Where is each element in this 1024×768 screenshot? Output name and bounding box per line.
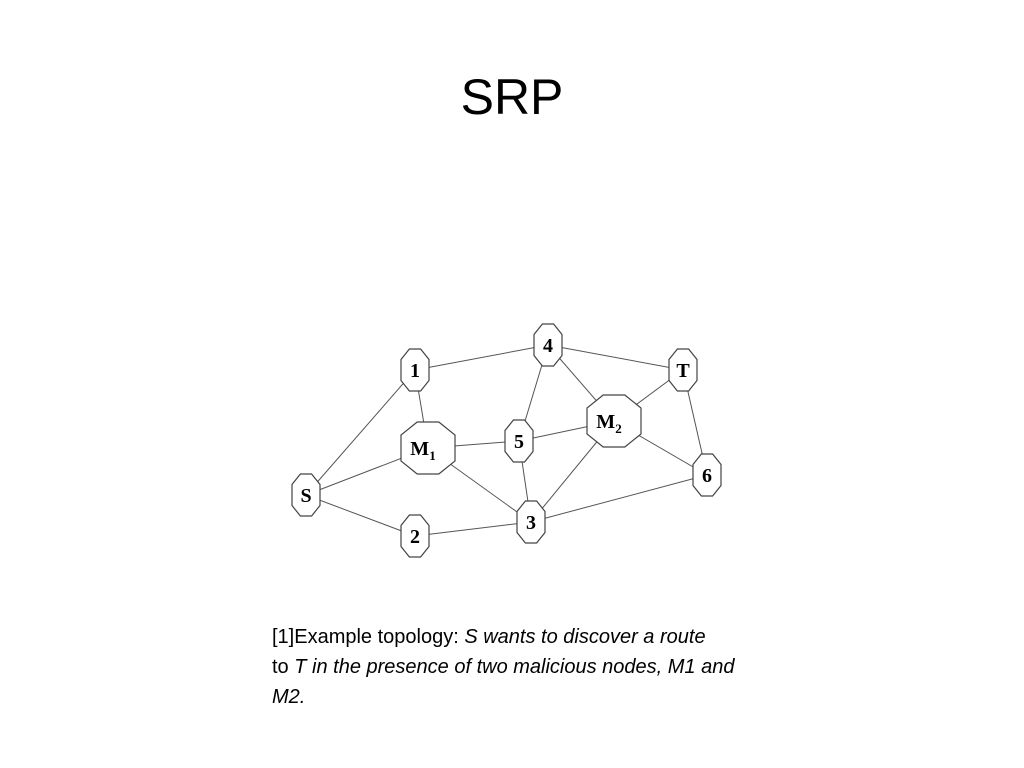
node-m1-label: $M_1$	[410, 438, 436, 463]
edge-2-3	[415, 522, 531, 536]
node-t-label: T	[676, 360, 690, 382]
node-s	[292, 474, 320, 516]
nodes-layer	[292, 324, 721, 557]
caption-italic-2: T in the presence of two malicious nodes, M1 and M2.	[272, 656, 735, 708]
node-4	[534, 324, 562, 366]
slide-title: SRP	[460, 69, 564, 125]
node-6-label: 6	[702, 465, 712, 487]
node-2	[401, 515, 429, 557]
node-1-label: 1	[410, 360, 420, 382]
caption-italic-1: S wants to discover a route	[464, 626, 706, 648]
node-2-label: 2	[410, 526, 420, 548]
node-1	[401, 349, 429, 391]
node-t	[669, 349, 697, 391]
edge-s-1	[306, 370, 415, 495]
node-3-label: 3	[526, 512, 536, 534]
node-m1-subscript: 1	[429, 448, 436, 463]
node-6	[693, 454, 721, 496]
edge-4-t	[548, 345, 683, 370]
node-s-label: S	[300, 485, 312, 507]
node-m2-subscript: 2	[615, 421, 622, 436]
edge-1-4	[415, 345, 548, 370]
node-5	[505, 420, 533, 462]
node-m1	[401, 422, 455, 474]
edge-s-2	[306, 495, 415, 536]
caption-line2-prefix: to	[272, 656, 295, 678]
edge-3-6	[531, 475, 707, 522]
caption-prefix: [1]Example topology:	[272, 626, 465, 648]
node-m2	[587, 395, 641, 447]
node-3	[517, 501, 545, 543]
figure-caption	[272, 622, 742, 712]
node-5-label: 5	[514, 431, 524, 453]
node-4-label: 4	[543, 335, 553, 357]
node-m2-label: $M_2$	[596, 411, 622, 436]
